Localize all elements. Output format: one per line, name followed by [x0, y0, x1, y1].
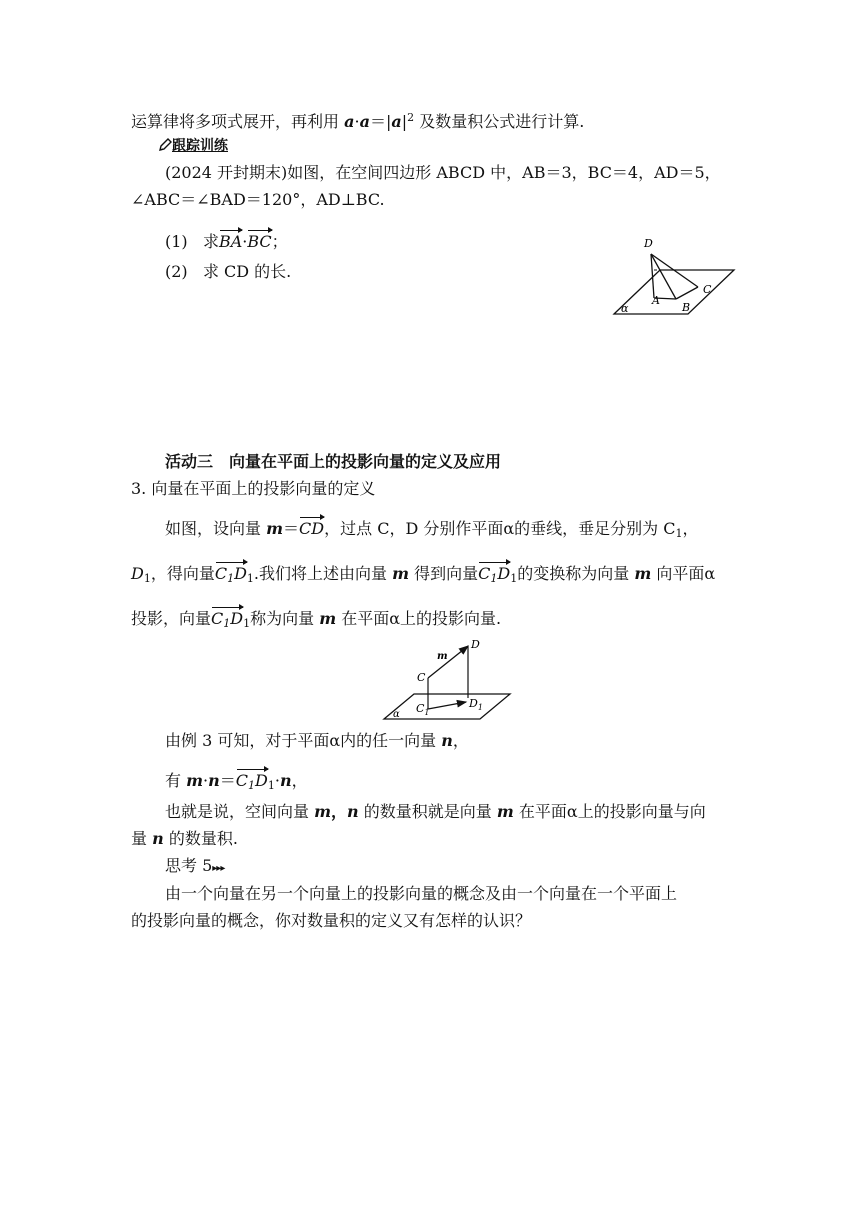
vector-c1d1: $C_1D$ [215, 564, 247, 589]
fig2-label-alpha: α [393, 709, 400, 720]
question-1: (1) 求BA·BC； [165, 232, 288, 251]
plane-alpha-2 [384, 694, 510, 719]
definition-line-3: 投影，向量$C_1D_1$称为向量 m 在平面α上的投影向量. [131, 609, 501, 634]
definition-line-1: 如图，设向量 m＝CD，过点 C，D 分别作平面α的垂线，垂足分别为 $C_1$， [165, 519, 699, 540]
example-line-2: 有 $m\cdot n=C_1D_1\cdot n$， [165, 771, 308, 796]
example-line-3: 也就是说，空间向量 m，n 的数量积就是向量 m 在平面α上的投影向量与向 [165, 802, 706, 821]
tracking-section [158, 135, 228, 156]
label-c: C [703, 283, 712, 296]
projection-figure [380, 636, 512, 722]
fig2-label-c1: $C_1$ [416, 702, 430, 717]
intro-line: 运算律将多项式展开，再利用 $a\cdot a=|a|^2$ 及数量积公式进行计算. [131, 111, 585, 131]
activity-title: 活动三 向量在平面上的投影向量的定义及应用 [165, 452, 502, 471]
pencil-icon [158, 137, 172, 151]
think-line-2: 的投影向量的概念，你对数量积的定义又有怎样的认识？ [131, 911, 532, 930]
activity-subtitle: 3. 向量在平面上的投影向量的定义 [131, 479, 376, 498]
think-heading: 思考 5▸▸▸ [165, 856, 225, 875]
edge-bc [676, 287, 698, 299]
example-line-1: 由例 3 可知，对于平面α内的任一向量 n， [165, 731, 469, 750]
tetrahedron-figure [608, 232, 740, 320]
question-2: (2) 求 CD 的长. [165, 262, 292, 281]
label-a: A [652, 294, 660, 307]
fig2-label-m: m [437, 651, 448, 662]
triple-arrow-icon: ▸▸▸ [212, 863, 225, 874]
label-b: B [682, 301, 691, 314]
edge-db [651, 254, 676, 299]
fig2-label-c: C [417, 671, 426, 684]
label-alpha: α [621, 302, 629, 315]
problem-line-2: ∠ABC＝∠BAD＝120°，AD⊥BC. [131, 190, 385, 209]
plane-alpha [614, 270, 734, 314]
problem-line-1: (2024 开封期末)如图，在空间四边形 ABCD 中，AB＝3，BC＝4，AD＝5， [165, 163, 721, 182]
fig2-label-d1: $D_1$ [469, 697, 483, 712]
label-d: D [644, 237, 653, 250]
fig2-label-d: D [471, 638, 480, 651]
think-line-1: 由一个向量在另一个向量上的投影向量的概念及由一个向量在一个平面上 [165, 884, 678, 903]
example-line-4: 量 n 的数量积. [131, 829, 238, 848]
tracking-label: 跟踪训练 [172, 138, 228, 154]
definition-line-2: $D_1$，得向量$C_1D_1$.我们将上述由向量 m 得到向量$C_1D_1$的变换称为向量 m 向平面α [131, 564, 715, 589]
vector-m [428, 646, 468, 678]
vector-c1d1-arrow [428, 702, 466, 709]
